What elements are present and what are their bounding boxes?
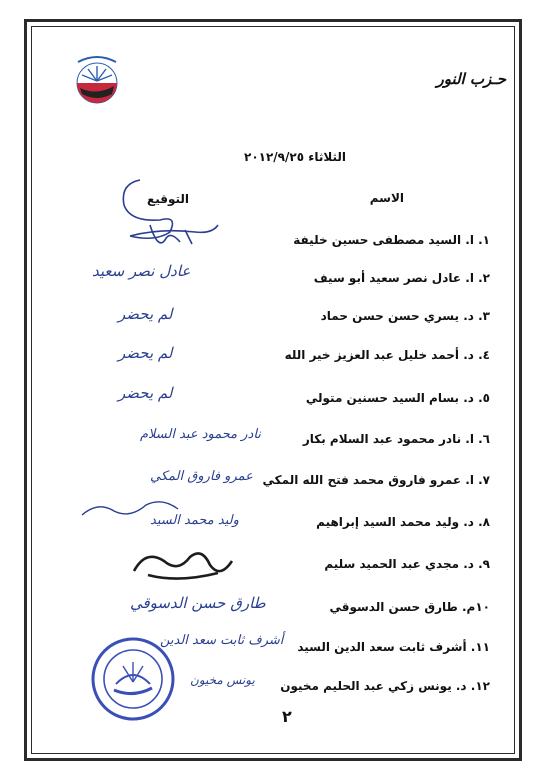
member-7: ٧. ا. عمرو فاروق محمد فتح الله المكي <box>262 473 490 487</box>
signature-8: وليد محمد السيد <box>150 513 239 528</box>
signature-11: أشرف ثابت سعد الدين <box>160 633 284 648</box>
signature-4: لم يحضر <box>118 344 173 362</box>
member-12: ١٢. د. يونس زكي عبد الحليم مخيون <box>280 679 490 693</box>
signature-5: لم يحضر <box>118 384 173 402</box>
member-6: ٦. ا. نادر محمود عبد السلام بكار <box>302 432 490 446</box>
member-2: ٢. ا. عادل نصر سعيد أبو سيف <box>313 271 490 285</box>
member-1: ١. ا. السيد مصطفى حسين خليفة <box>293 233 490 247</box>
meeting-date: الثلاثاء ٢٠١٢/٩/٢٥ <box>244 150 346 164</box>
signature-9 <box>128 543 238 585</box>
party-name: حـزب النور <box>436 70 506 88</box>
signature-7: عمرو فاروق المكي <box>150 469 253 484</box>
name-column-header: الاسم <box>369 191 404 205</box>
member-5: ٥. د. بسام السيد حسنين متولي <box>305 391 490 405</box>
member-8: ٨. د. وليد محمد السيد إبراهيم <box>316 515 490 529</box>
member-9: ٩. د. مجدي عبد الحميد سليم <box>324 557 490 571</box>
page-number: ٢ <box>282 707 292 726</box>
signature-3: لم يحضر <box>118 305 173 323</box>
signature-6: نادر محمود عبد السلام <box>140 427 261 442</box>
member-11: ١١. أشرف ثابت سعد الدين السيد <box>297 640 490 654</box>
member-10: ١٠م. طارق حسن الدسوقي <box>329 600 490 614</box>
signature-10: طارق حسن الدسوقي <box>130 594 266 612</box>
party-logo <box>68 50 126 108</box>
official-stamp <box>90 636 176 722</box>
member-3: ٣. د. يسري حسن حسن حماد <box>320 309 490 323</box>
member-4: ٤. د. أحمد خليل عبد العزيز خير الله <box>284 348 490 362</box>
signature-12: يونس مخيون <box>190 673 255 687</box>
signature-2: عادل نصر سعيد <box>92 262 191 280</box>
signature-1 <box>100 170 225 265</box>
signature-column-header: التوقيع <box>147 192 189 206</box>
